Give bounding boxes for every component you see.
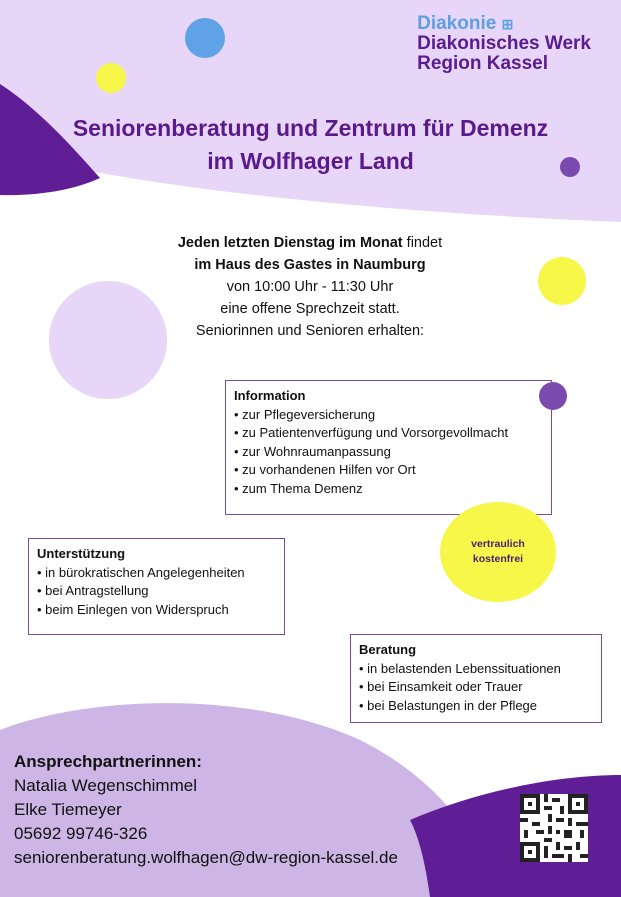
list-item: • zum Thema Demenz xyxy=(234,480,543,499)
yellow-circle xyxy=(538,257,586,305)
intro-location: im Haus des Gastes in Naumburg xyxy=(194,257,426,273)
contact-email[interactable]: seniorenberatung.wolfhagen@dw-region-kassel.de xyxy=(14,848,398,867)
list-item: • bei Einsamkeit oder Trauer xyxy=(359,678,593,697)
yellow-circle xyxy=(96,63,126,93)
contact-block xyxy=(14,750,398,870)
diakonie-logo xyxy=(417,14,591,74)
title-line: im Wolfhager Land xyxy=(207,148,414,174)
box-heading: Information xyxy=(234,388,306,403)
intro-line: eine offene Sprechzeit statt. xyxy=(220,301,400,317)
bottom-purple-shape xyxy=(410,775,621,897)
badge-text: kostenfrei xyxy=(472,553,524,565)
unterstuetzung-box xyxy=(28,538,285,635)
list-item: • bei Antragstellung xyxy=(37,582,276,601)
badge-text: vertraulich xyxy=(471,538,525,550)
page-title xyxy=(0,112,621,178)
blue-circle xyxy=(185,18,225,58)
list-item: • bei Belastungen in der Pflege xyxy=(359,697,593,716)
qr-code-icon[interactable] xyxy=(520,794,588,862)
list-item: • zu Patientenverfügung und Vorsorgevollmacht xyxy=(234,424,543,443)
contact-heading: Ansprechpartnerinnen: xyxy=(14,752,202,771)
box-heading: Beratung xyxy=(359,642,417,657)
intro-line: Seniorinnen und Senioren erhalten: xyxy=(195,323,425,339)
badge-circle xyxy=(440,502,556,602)
logo-line: Region Kassel xyxy=(417,53,549,74)
logo-line: Diakonisches Werk xyxy=(417,33,591,54)
list-item: • zur Wohnraumanpassung xyxy=(234,443,543,462)
list-item: • in belastenden Lebenssituationen xyxy=(359,660,593,679)
cross-icon: ⊞ xyxy=(501,16,514,32)
contact-name: Natalia Wegenschimmel xyxy=(14,776,197,795)
list-item: • zu vorhandenen Hilfen vor Ort xyxy=(234,461,543,480)
list-item: • in bürokratischen Angelegenheiten xyxy=(37,564,276,583)
logo-line: Diakonie xyxy=(417,13,497,34)
list-item: • beim Einlegen von Widerspruch xyxy=(37,601,276,620)
intro-text-part: findet xyxy=(402,235,443,251)
contact-name: Elke Tiemeyer xyxy=(14,800,122,819)
intro-time: von 10:00 Uhr - 11:30 Uhr xyxy=(226,279,394,295)
box-heading: Unterstützung xyxy=(37,546,126,561)
beratung-box xyxy=(350,634,602,723)
title-line: Seniorenberatung und Zentrum für Demenz xyxy=(72,115,549,141)
intro-text xyxy=(110,232,510,342)
information-box xyxy=(225,380,552,515)
contact-phone[interactable]: 05692 99746-326 xyxy=(14,824,148,843)
list-item: • zur Pflegeversicherung xyxy=(234,406,543,425)
intro-date: Jeden letzten Dienstag im Monat xyxy=(177,235,403,251)
